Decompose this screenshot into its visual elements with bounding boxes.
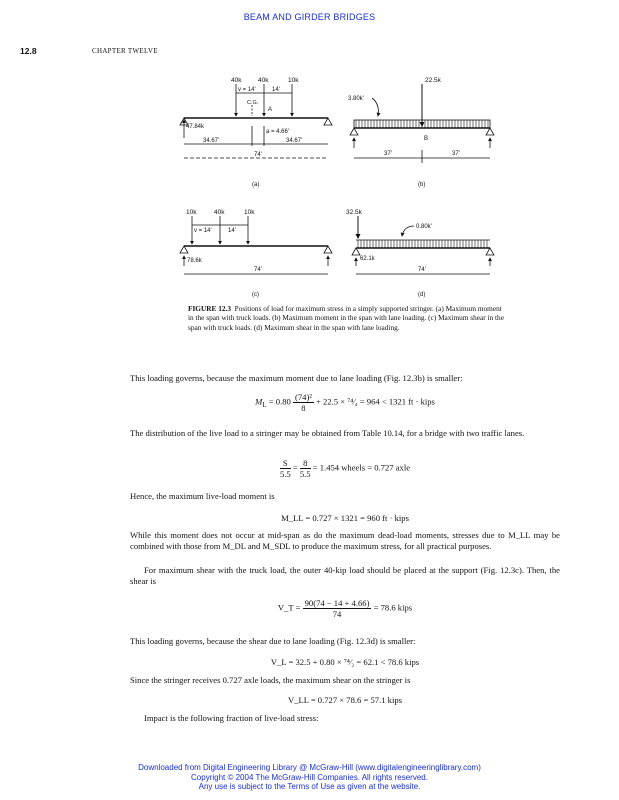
page-number: 12.8: [20, 46, 37, 56]
support-right-c: [324, 246, 332, 253]
dim-right-label-a: 34.67': [286, 138, 303, 144]
footer-line-1[interactable]: Downloaded from Digital Engineering Library @ McGraw-Hill (www.digitalengineeringlibrary.com): [138, 763, 481, 772]
footer-line-2: Copyright © 2004 The McGraw-Hill Companies. All rights reserved.: [191, 772, 428, 782]
support-left-b: [350, 128, 358, 135]
equation-4: [130, 598, 560, 619]
support-right-a: [324, 118, 332, 125]
running-head: BEAM AND GIRDER BRIDGES: [243, 12, 376, 22]
spacing1-label-c: v = 14': [194, 228, 212, 234]
eq1-den: 8: [301, 403, 306, 413]
uniform-load-label-b: 3.80k': [348, 96, 364, 102]
half1-label-b: 37': [384, 151, 392, 157]
chapter-title: CHAPTER TWELVE: [92, 47, 158, 55]
point-load-label-b: 22.5k: [425, 77, 441, 84]
sublabel-a: (a): [252, 182, 260, 188]
offset-label-a: a = 4.66': [266, 129, 289, 135]
eq2-fraction-1: [280, 458, 291, 479]
dim-left-label-a: 34.67': [203, 138, 220, 144]
caption-label: FIGURE 12.3: [188, 304, 231, 313]
sublabel-d: (d): [418, 292, 426, 298]
panel-c: [180, 209, 332, 298]
cg-label-a: C.G.: [247, 100, 259, 106]
eq2-num2: 8: [300, 458, 311, 469]
figure-caption: [188, 304, 506, 332]
panel-d: [346, 209, 494, 298]
eq1-fraction: [293, 392, 314, 413]
load3-label-c: 10k: [244, 209, 255, 216]
paragraph-8: Impact is the following fraction of live-load stress:: [144, 713, 319, 723]
equation-3: M_LL = 0.727 × 1321 = 960 ft · kips: [281, 513, 409, 523]
paragraph-6: This loading governs, because the shear due to lane loading (Fig. 12.3d) is smaller:: [130, 636, 416, 646]
paragraph-5: For maximum shear with the truck load, the outer 40-kip load should be placed at the support (Fig. 12.3c). Then, the shear is: [130, 565, 560, 586]
footer: [0, 763, 619, 792]
equation-5: V_L = 32.5 + 0.80 × ⁷⁴⁄₂ = 62.1 < 78.6 kips: [270, 657, 420, 667]
eq4-den: 74: [332, 609, 342, 619]
uniform-load-label-d: 0.80k': [416, 224, 432, 230]
eq1-lhs: M: [255, 396, 263, 407]
eq1-b: + 22.5 × ⁷⁴⁄₄ = 964 < 1321 ft · kips: [316, 396, 435, 407]
point-a-label: A: [268, 107, 273, 113]
spacing2-label-c: 14': [228, 228, 236, 234]
eq2-den2: 5.5: [299, 469, 311, 479]
span-label-d: 74': [418, 267, 426, 273]
eq1-a: = 0.80: [268, 396, 291, 407]
point-b-label: B: [424, 136, 429, 142]
support-right-b: [486, 128, 494, 135]
panel-b: [348, 77, 494, 188]
eq4-rest: = 78.6 kips: [373, 602, 413, 613]
load3-label-a: 10k: [288, 77, 299, 84]
figure-12-3: [0, 0, 619, 300]
sublabel-b: (b): [418, 182, 426, 188]
uniform-pointer-d: [402, 226, 414, 236]
equation-6: V_LL = 0.727 × 78.6 = 57.1 kips: [287, 695, 402, 705]
load1-label-a: 40k: [231, 77, 242, 84]
reaction-label-d: 62.1k: [360, 256, 375, 262]
uniform-pointer-b: [372, 98, 378, 116]
paragraph-4: While this moment does not occur at mid-span as do the maximum dead-load moments, stresses due to M_LL may be combined with those from M_DL and M_SDL to produce the maximum stress, for all practical purposes.: [130, 530, 560, 551]
eq4-num: 90(74 − 14 + 4.66): [304, 598, 370, 608]
paragraph-7: Since the stringer receives 0.727 axle loads, the maximum shear on the stringer is: [130, 675, 411, 685]
reaction-label-c: 78.6k: [187, 258, 202, 264]
sublabel-c: (c): [252, 292, 259, 298]
half2-label-b: 37': [452, 151, 460, 157]
eq4-fraction: [303, 598, 372, 619]
support-right-d: [486, 248, 494, 255]
load2-label-a: 40k: [258, 77, 269, 84]
span-label-a: 74': [254, 152, 262, 158]
paragraph-1: This loading governs, because the maximum moment due to lane loading (Fig. 12.3b) is smaller:: [130, 373, 463, 383]
eq1-sub: L: [262, 401, 267, 410]
support-left-c: [180, 246, 188, 253]
equation-2: $\frac{S}{5.5}$ = $\frac{8}{5.5}$ = 1.454 wheels = 0.727 axle: [279, 458, 411, 479]
eq2-fraction-2: [300, 458, 311, 479]
eq2-rest: = 1.454 wheels = 0.727 axle: [312, 462, 411, 473]
spacing2-label-a: 14': [272, 87, 280, 93]
hatch-d: [358, 240, 487, 248]
reaction-label-a: 47.84k: [186, 124, 205, 130]
support-left-d: [352, 248, 360, 255]
load1-label-c: 10k: [186, 209, 197, 216]
point-load-label-d: 32.5k: [346, 209, 362, 216]
eq4-lhs: V_T =: [277, 602, 301, 613]
footer-line-3[interactable]: Any use is subject to the Terms of Use as given at the website.: [198, 782, 421, 791]
spacing1-label-a: v = 14': [238, 87, 256, 93]
eq1-num: (74)²: [294, 392, 312, 402]
equation-1: [130, 392, 560, 413]
eq2-num1: S: [280, 458, 291, 469]
eq2-den1: 5.5: [279, 469, 291, 479]
paragraph-2: The distribution of the live load to a stringer may be obtained from Table 10.14, for a bridge with two traffic lanes.: [130, 428, 525, 438]
load2-label-c: 40k: [214, 209, 225, 216]
panel-a: [180, 77, 332, 188]
span-label-c: 74': [254, 267, 262, 273]
caption-text: Positions of load for maximum stress in a simply supported stringer. (a) Maximum moment in the span with truck loads. (b) Maximum moment in the span with lane loading. (c) Maximum shear in the span with truck loads. (d) Maximum shear in the span with lane loading.: [188, 304, 504, 332]
paragraph-3: Hence, the maximum live-load moment is: [130, 491, 275, 501]
